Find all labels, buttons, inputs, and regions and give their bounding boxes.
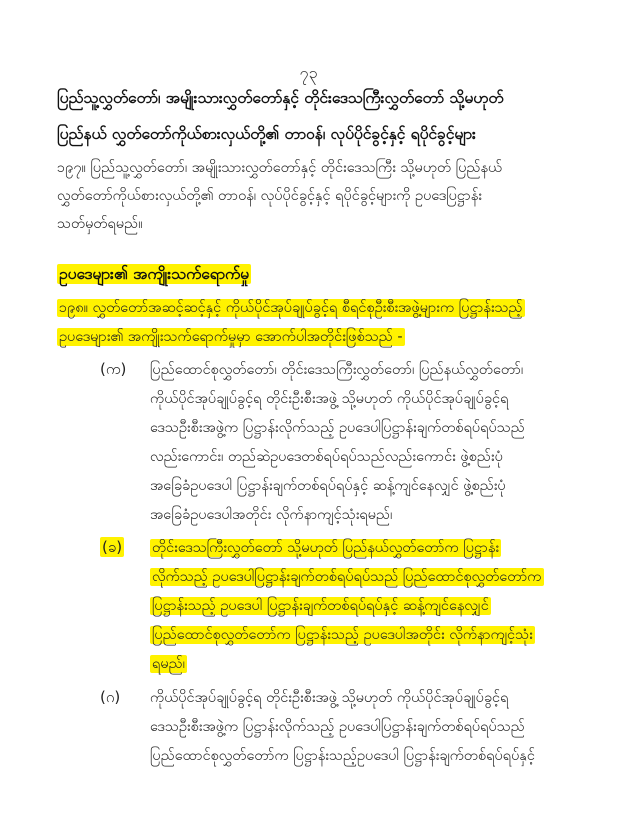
- item-ka-line-4: လည်းကောင်း၊ တည်ဆဲဥပဒေတစ်ရပ်ရပ်သည်လည်းကောင်း ဖွဲ့စည်းပုံ: [150, 449, 503, 465]
- item-kha-line-2: လိုက်သည့် ဥပဒေပါပြဋ္ဌာန်းချက်တစ်ရပ်ရပ်သည် ပြည်ထောင်စုလွှတ်တော်က: [152, 569, 542, 585]
- item-ka-line-5: အခြေခံဥပဒေပါ ပြဋ္ဌာန်းချက်တစ်ရပ်ရပ်နှင့် ဆန့်ကျင်နေလျှင် ဖွဲ့စည်းပုံ: [150, 478, 506, 494]
- section-2-title: ဥပဒေများ၏ အကျိုးသက်ရောက်မှု: [59, 265, 250, 283]
- paragraph-197-line-3: သတ်မှတ်ရမည်။: [57, 216, 143, 232]
- item-kha-marker: (ခ): [102, 538, 123, 556]
- item-kha-line-4: ပြည်ထောင်စုလွှတ်တော်က ပြဋ္ဌာန်းသည့် ဥပဒေပါအတိုင်း လိုက်နာကျင့်သုံး: [152, 627, 533, 643]
- item-ka-marker: (က): [100, 360, 127, 378]
- paragraph-198-line-1: ၁၉၈။ လွှတ်တော်အဆင့်ဆင့်နှင့် ကိုယ်ပိုင်အုပ်ချုပ်ခွင့်ရ စီရင်စုဦးစီးအဖွဲ့များက ပြဋ္ဌာန်းသည့်: [59, 300, 523, 316]
- item-ga-line-3: ပြည်ထောင်စုလွှတ်တော်က ပြဋ္ဌာန်းသည့်ဥပဒေပါ ပြဋ္ဌာန်းချက်တစ်ရပ်ရပ်နှင့်: [150, 748, 535, 764]
- item-ga-line-1: ကိုယ်ပိုင်အုပ်ချုပ်ခွင့်ရ တိုင်းဦးစီးအဖွဲ့ သို့မဟုတ် ကိုယ်ပိုင်အုပ်ချုပ်ခွင့်ရ: [150, 690, 509, 706]
- paragraph-198-line-2: ဥပဒေများ၏ အကျိုးသက်ရောက်မှုမှာ အောက်ပါအတိုင်းဖြစ်သည် -: [59, 329, 403, 345]
- item-ka-line-2: ကိုယ်ပိုင်အုပ်ချုပ်ခွင့်ရ တိုင်းဦးစီးအဖွဲ့ သို့မဟုတ် ကိုယ်ပိုင်အုပ်ချုပ်ခွင့်ရ: [150, 391, 509, 407]
- page-number: ၇၃: [299, 63, 318, 82]
- item-kha-line-3: ပြဋ္ဌာန်းသည့် ဥပဒေပါ ပြဋ္ဌာန်းချက်တစ်ရပ်ရပ်နှင့် ဆန့်ကျင်နေလျှင်: [152, 598, 489, 614]
- item-ka-line-6: အခြေခံဥပဒေပါအတိုင်း လိုက်နာကျင့်သုံးရမည်၊: [150, 507, 393, 523]
- item-kha-line-1: တိုင်းဒေသကြီးလွှတ်တော် သို့မဟုတ် ပြည်နယ်လွှတ်တော်က ပြဋ္ဌာန်း: [152, 540, 500, 556]
- item-ka-line-1: ပြည်ထောင်စုလွှတ်တော်၊ တိုင်းဒေသကြီးလွှတ်တော်၊ ပြည်နယ်လွှတ်တော်၊: [150, 362, 524, 378]
- paragraph-197-line-2: လွှတ်တော်ကိုယ်စားလှယ်တို့၏ တာဝန်၊ လုပ်ပိုင်ခွင့်နှင့် ရပိုင်ခွင့်များကို ဥပဒေပြဋ္ဌာန်း: [57, 188, 482, 204]
- item-ga-line-2: ဒေသဦးစီးအဖွဲ့က ပြဋ္ဌာန်းလိုက်သည့် ဥပဒေပါပြဋ္ဌာန်းချက်တစ်ရပ်ရပ်သည်: [150, 719, 525, 735]
- paragraph-197-line-1: ၁၉၇။ ပြည်သူ့လွှတ်တော်၊ အမျိုးသားလွှတ်တော်နှင့် တိုင်းဒေသကြီး သို့မဟုတ် ပြည်နယ်: [57, 160, 503, 176]
- item-ka-line-3: ဒေသဦးစီးအဖွဲ့က ပြဋ္ဌာန်းလိုက်သည့် ဥပဒေပါပြဋ္ဌာန်းချက်တစ်ရပ်ရပ်သည်: [150, 420, 525, 436]
- item-ga-marker: (ဂ): [100, 688, 121, 706]
- item-kha-line-5: ရမည်၊: [152, 656, 185, 672]
- section-title-line-2: ပြည်နယ် လွှတ်တော်ကိုယ်စားလှယ်တို့၏ တာဝန်၊ လုပ်ပိုင်ခွင့်နှင့် ရပိုင်ခွင့်များ: [57, 125, 476, 143]
- section-title-line-1: ပြည်သူ့လွှတ်တော်၊ အမျိုးသားလွှတ်တော်နှင့် တိုင်းဒေသကြီးလွှတ်တော် သို့မဟုတ်: [57, 89, 504, 107]
